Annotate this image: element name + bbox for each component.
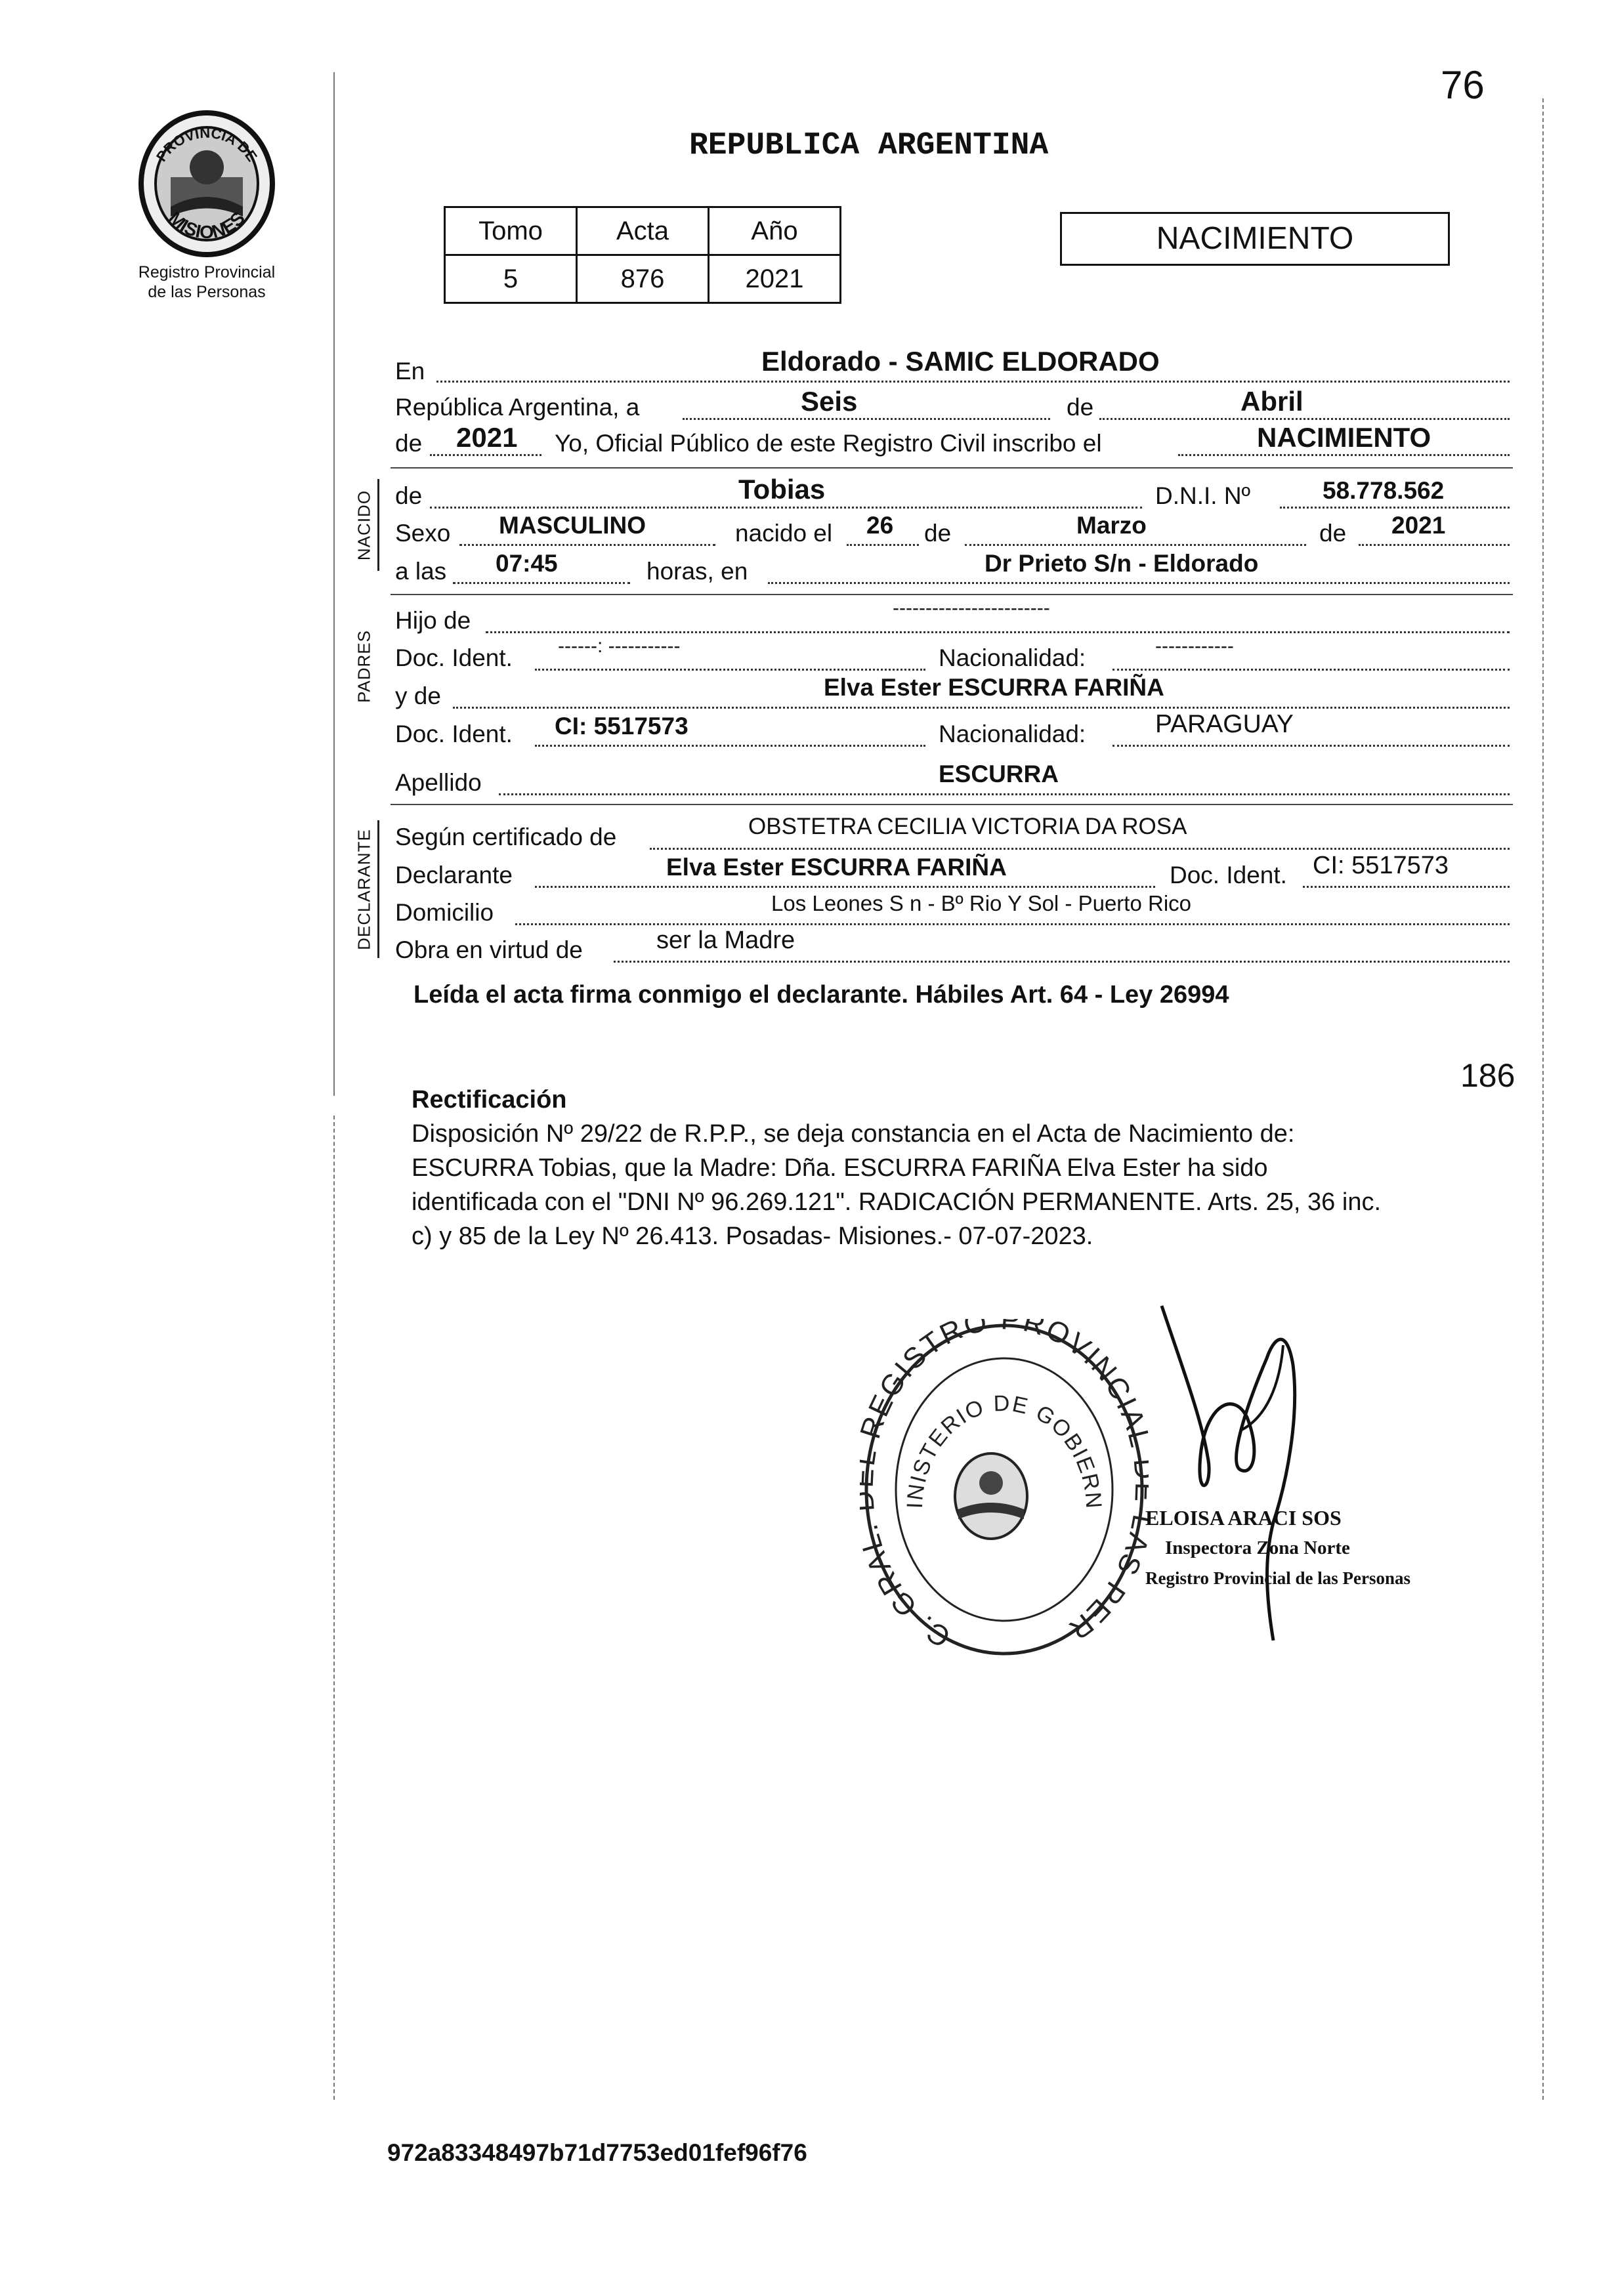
dotted-line (453, 707, 1510, 709)
rectificacion-body (412, 1117, 1508, 1253)
dotted-line (1280, 507, 1510, 509)
month-value: Abril (1240, 386, 1303, 417)
birth-year-value: 2021 (1391, 512, 1446, 539)
sexo-value: MASCULINO (499, 512, 646, 539)
dotted-line (1178, 454, 1510, 456)
birth-place-value: Dr Prieto S/n - Eldorado (985, 550, 1259, 577)
signer-name: ELOISA ARACI SOS (1145, 1506, 1342, 1530)
dotted-line (535, 669, 925, 671)
de-label: de (1067, 394, 1094, 421)
doc-ident-1-value: ------: ----------- (558, 635, 681, 657)
country-title: REPUBLICA ARGENTINA (689, 128, 1049, 163)
signer-org: Registro Provincial de las Personas (1145, 1568, 1410, 1588)
svg-text:MISIONES: MISIONES (164, 207, 249, 243)
nacido-section-label: NACIDO (354, 490, 374, 561)
place-value: Eldorado - SAMIC ELDORADO (761, 346, 1160, 377)
time-value: 07:45 (496, 550, 558, 577)
declarante-doc-value: CI: 5517573 (1313, 852, 1449, 879)
birth-day-value: 26 (866, 512, 894, 539)
mother-name-value: Elva Ester ESCURRA FARIÑA (824, 674, 1164, 701)
declarante-bracket (377, 820, 379, 958)
header-ano: Año (709, 207, 841, 255)
dni-label: D.N.I. Nº (1155, 482, 1251, 509)
dotted-line (1112, 745, 1510, 747)
obra-value: ser la Madre (656, 927, 795, 954)
issuer-line-1: Registro Provincial (138, 263, 276, 282)
svg-text:DIRECC. GRAL. DEL REGISTRO PRO: C. GRA EGISTRO PROVINCIA S PER (860, 1319, 1149, 1654)
birth-month-value: Marzo (1076, 512, 1147, 539)
dotted-line (683, 418, 1050, 420)
de-label-3: de (1319, 520, 1347, 547)
left-margin-line (333, 72, 335, 1096)
year-prefix-label: de (395, 430, 423, 457)
dotted-line (515, 923, 1510, 925)
doc-ident-2-value: CI: 5517573 (555, 713, 688, 740)
hijo-de-value: ------------------------ (893, 597, 1050, 619)
dotted-line (965, 544, 1306, 546)
dotted-line (499, 793, 1510, 795)
nacionalidad-2-label: Nacionalidad: (939, 720, 1086, 747)
day-value: Seis (801, 386, 858, 417)
dotted-line (436, 381, 1510, 383)
dotted-line (430, 454, 541, 456)
apellido-value: ESCURRA (939, 761, 1059, 787)
dotted-line (768, 582, 1510, 584)
doc-ident-1-label: Doc. Ident. (395, 644, 513, 671)
y-de-label: y de (395, 682, 441, 709)
register-table (444, 206, 841, 304)
dotted-line (459, 544, 715, 546)
nacido-el-label: nacido el (735, 520, 833, 547)
svg-text:MINISTERIO DE GOBIERNO: INISTERIO DE GOBIERN (902, 1390, 1107, 1511)
signer-title: Inspectora Zona Norte (1165, 1537, 1350, 1558)
dni-value: 58.778.562 (1323, 477, 1445, 504)
dotted-line (847, 544, 919, 546)
dotted-line (1303, 886, 1510, 888)
declarante-section-label: DECLARANTE (354, 829, 374, 950)
official-stamp-icon (860, 1319, 1149, 1660)
rectificacion-line: ESCURRA Tobias, que la Madre: Dña. ESCURRA FARIÑA Elva Ester ha sido (412, 1154, 1268, 1182)
declarante-doc-label: Doc. Ident. (1170, 862, 1287, 888)
rectificacion-line: c) y 85 de la Ley Nº 26.413. Posadas- Misiones.- 07-07-2023. (412, 1222, 1093, 1250)
closing-statement: Leída el acta firma conmigo el declarante. Hábiles Art. 64 - Ley 26994 (413, 981, 1229, 1009)
event-value: NACIMIENTO (1257, 422, 1431, 453)
republica-label: República Argentina, a (395, 394, 640, 421)
child-name-value: Tobias (738, 474, 826, 505)
handwritten-signature (1142, 1286, 1339, 1654)
dotted-line (1112, 669, 1510, 671)
nacionalidad-1-value: ------------ (1155, 635, 1234, 657)
apellido-label: Apellido (395, 769, 482, 796)
value-tomo: 5 (445, 255, 577, 303)
right-margin-line (1542, 98, 1544, 2100)
rectificacion-line: identificada con el "DNI Nº 96.269.121". RADICACIÓN PERMANENTE. Arts. 25, 36 inc. (412, 1188, 1382, 1216)
rectificacion-line: Disposición Nº 29/22 de R.P.P., se deja constancia en el Acta de Nacimiento de: (412, 1120, 1295, 1148)
rectificacion-number: 186 (1460, 1057, 1515, 1094)
certificado-value: OBSTETRA CECILIA VICTORIA DA ROSA (748, 814, 1187, 839)
svg-text:PROVINCIA DE: PROVINCIA DE (153, 124, 261, 165)
doc-type-box (1060, 212, 1450, 266)
nacido-de-label: de (395, 482, 423, 509)
nacionalidad-1-label: Nacionalidad: (939, 644, 1086, 671)
provincia-misiones-logo-icon (131, 108, 282, 259)
dotted-line (430, 507, 1142, 509)
sexo-label: Sexo (395, 520, 451, 547)
header-tomo: Tomo (445, 207, 577, 255)
domicilio-value: Los Leones S n - Bº Rio Y Sol - Puerto Rico (771, 891, 1192, 915)
dotted-line (453, 582, 630, 584)
issuer-label (118, 262, 295, 302)
hijo-de-label: Hijo de (395, 607, 471, 634)
section-divider (391, 594, 1513, 595)
dotted-line (535, 886, 1155, 888)
dotted-line (650, 848, 1510, 850)
declarante-value: Elva Ester ESCURRA FARIÑA (666, 854, 1007, 881)
inscribo-text: Yo, Oficial Público de este Registro Civil inscribo el (555, 430, 1102, 457)
footer-hash: 972a83348497b71d7753ed01fef96f76 (387, 2139, 807, 2166)
rectificacion-title: Rectificación (412, 1086, 567, 1114)
year-value: 2021 (456, 422, 518, 453)
en-label: En (395, 358, 425, 385)
value-acta: 876 (577, 255, 709, 303)
dotted-line (614, 961, 1510, 963)
declarante-label: Declarante (395, 862, 513, 888)
a-las-label: a las (395, 558, 447, 585)
padres-section-label: PADRES (354, 630, 374, 703)
obra-label: Obra en virtud de (395, 936, 583, 963)
page-number: 76 (1441, 63, 1485, 107)
dotted-line (1099, 418, 1510, 420)
value-ano: 2021 (709, 255, 841, 303)
doc-ident-2-label: Doc. Ident. (395, 720, 513, 747)
doc-type-label: NACIMIENTO (1156, 221, 1354, 256)
nacionalidad-2-value: PARAGUAY (1155, 710, 1294, 738)
left-margin-line-lower (333, 1116, 335, 2100)
issuer-line-2: de las Personas (148, 283, 266, 301)
horas-label: horas, en (646, 558, 748, 585)
de-label-2: de (924, 520, 952, 547)
section-divider (391, 467, 1513, 469)
section-divider (391, 804, 1513, 805)
dotted-line (1359, 544, 1510, 546)
nacido-bracket (377, 479, 379, 571)
domicilio-label: Domicilio (395, 899, 494, 926)
certificado-label: Según certificado de (395, 824, 617, 850)
header-acta: Acta (577, 207, 709, 255)
signature-block (1145, 1503, 1410, 1593)
dotted-line (486, 631, 1510, 633)
dotted-line (535, 745, 925, 747)
